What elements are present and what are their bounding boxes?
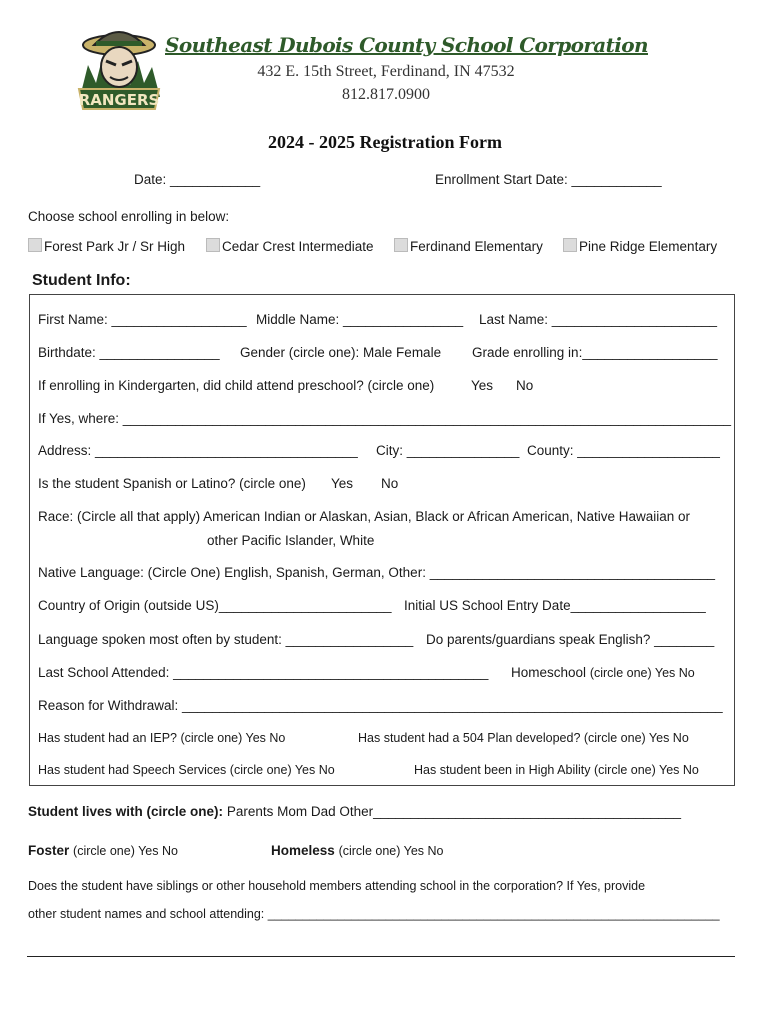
school-option-ferdinand[interactable]: Ferdinand Elementary bbox=[394, 238, 543, 254]
initial-entry-date-field[interactable]: Initial US School Entry Date__________________ bbox=[404, 598, 706, 613]
middle-name-field[interactable]: Middle Name: ________________ bbox=[256, 312, 464, 327]
organization-address: 432 E. 15th Street, Ferdinand, IN 47532 bbox=[257, 63, 515, 80]
checkbox-icon[interactable] bbox=[206, 238, 220, 252]
plan-504-question[interactable]: Has student had a 504 Plan developed? (circle one) Yes No bbox=[358, 731, 689, 745]
city-field[interactable]: City: _______________ bbox=[376, 443, 520, 458]
form-title: 2024 - 2025 Registration Form bbox=[268, 132, 502, 152]
enrollment-start-date-field[interactable]: Enrollment Start Date: ____________ bbox=[435, 172, 662, 187]
organization-phone: 812.817.0900 bbox=[342, 86, 430, 103]
kindergarten-question: If enrolling in Kindergarten, did child attend preschool? (circle one) bbox=[38, 378, 435, 393]
race-question[interactable]: Race: (Circle all that apply) American Indian or Alaskan, Asian, Black or African American, Native Hawaiian or bbox=[38, 509, 691, 524]
withdrawal-reason-field[interactable]: Reason for Withdrawal: ________________________________________________________________________ bbox=[38, 698, 723, 713]
race-question-cont[interactable]: other Pacific Islander, White bbox=[207, 533, 375, 548]
birthdate-field[interactable]: Birthdate: ________________ bbox=[38, 345, 220, 360]
parents-english-field[interactable]: Do parents/guardians speak English? ________ bbox=[426, 632, 715, 647]
gender-field[interactable]: Gender (circle one): Male Female bbox=[240, 345, 442, 360]
high-ability-question[interactable]: Has student been in High Ability (circle one) Yes No bbox=[414, 763, 699, 777]
homeschool-field[interactable]: Homeschool (circle one) Yes No bbox=[511, 665, 695, 680]
student-info-heading: Student Info: bbox=[32, 272, 131, 289]
language-spoken-field[interactable]: Language spoken most often by student: _________________ bbox=[38, 632, 414, 647]
preschool-where-field[interactable]: If Yes, where: _________________________________________________________________________________ bbox=[38, 411, 731, 426]
latino-yes[interactable]: Yes bbox=[331, 476, 354, 491]
latino-no[interactable]: No bbox=[381, 476, 399, 491]
organization-name: Southeast Dubois County School Corporation bbox=[165, 33, 648, 57]
last-name-field[interactable]: Last Name: ______________________ bbox=[479, 312, 717, 327]
checkbox-icon[interactable] bbox=[563, 238, 577, 252]
grade-field[interactable]: Grade enrolling in:__________________ bbox=[472, 345, 718, 360]
kindergarten-yes[interactable]: Yes bbox=[471, 378, 494, 393]
school-option-forest-park[interactable]: Forest Park Jr / Sr High bbox=[28, 238, 185, 254]
siblings-question: Does the student have siblings or other household members attending school in the corporation? If Yes, provide bbox=[28, 879, 646, 893]
native-language-field[interactable]: Native Language: (Circle One) English, Spanish, German, Other: ______________________________________ bbox=[38, 565, 715, 580]
address-field[interactable]: Address: ___________________________________ bbox=[38, 443, 358, 458]
speech-services-question[interactable]: Has student had Speech Services (circle one) Yes No bbox=[38, 763, 335, 777]
school-option-cedar-crest[interactable]: Cedar Crest Intermediate bbox=[206, 238, 374, 254]
ranger-mascot-icon bbox=[76, 25, 162, 113]
last-school-field[interactable]: Last School Attended: __________________________________________ bbox=[38, 665, 489, 680]
foster-field[interactable]: Foster (circle one) Yes No bbox=[28, 843, 178, 858]
first-name-field[interactable]: First Name: __________________ bbox=[38, 312, 247, 327]
kindergarten-no[interactable]: No bbox=[516, 378, 534, 393]
school-option-pine-ridge[interactable]: Pine Ridge Elementary bbox=[563, 238, 717, 254]
svg-text:RANGERS: RANGERS bbox=[78, 91, 160, 109]
checkbox-icon[interactable] bbox=[28, 238, 42, 252]
blank-answer-line[interactable] bbox=[27, 956, 735, 957]
iep-question[interactable]: Has student had an IEP? (circle one) Yes No bbox=[38, 731, 286, 745]
homeless-field[interactable]: Homeless (circle one) Yes No bbox=[271, 843, 444, 858]
date-field[interactable]: Date: ____________ bbox=[134, 172, 261, 187]
siblings-names-field[interactable]: other student names and school attending: _________________________________________________________________ bbox=[28, 907, 720, 921]
country-of-origin-field[interactable]: Country of Origin (outside US)_______________________ bbox=[38, 598, 392, 613]
latino-question: Is the student Spanish or Latino? (circle one) bbox=[38, 476, 306, 491]
school-prompt: Choose school enrolling in below: bbox=[28, 209, 230, 224]
school-logo bbox=[76, 25, 162, 113]
lives-with-field[interactable]: Student lives with (circle one): Parents Mom Dad Other_________________________________________ bbox=[28, 804, 681, 819]
county-field[interactable]: County: ___________________ bbox=[527, 443, 720, 458]
checkbox-icon[interactable] bbox=[394, 238, 408, 252]
